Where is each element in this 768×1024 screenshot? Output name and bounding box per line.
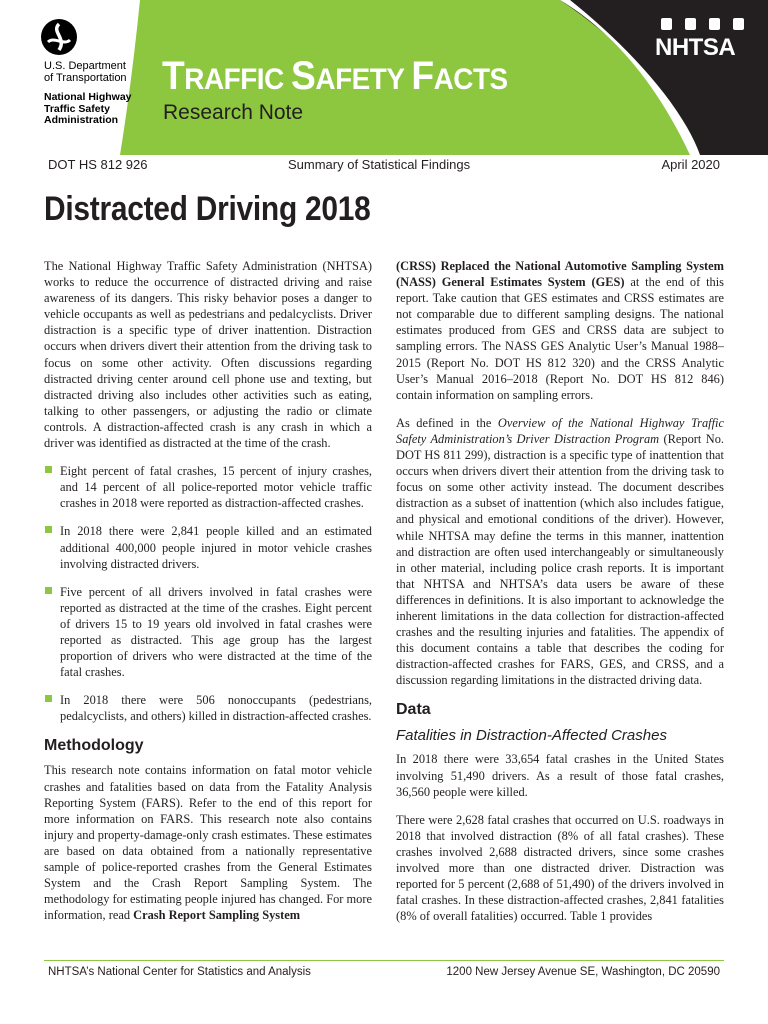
nhtsa-pictogram-icons [655, 18, 750, 34]
list-item: In 2018 there were 506 nonoccupants (pedestrians, pedalcyclists, and others) killed in distraction-affected crashes. [44, 692, 372, 724]
nhtsa-wordmark: NHTSA [655, 34, 736, 61]
series-subtitle: Research Note [163, 101, 304, 124]
fatalities-paragraph-2: There were 2,628 fatal crashes that occurred on U.S. roadways in 2018 that involved distraction (8% of all fatal crashes). These crashes involved 2,688 distracted drivers, since some crashes involved more than one distracted driver. Distraction was reported for 5 percent (2,688 of 51,490) of the drivers involved in fatal crashes. In these distraction-affected crashes, 2,841 fatalities (8% of overall fatalities) occurred. Table 1 provides [396, 812, 724, 924]
footer-center-name: NHTSA’s National Center for Statistics and Analysis [48, 966, 311, 978]
methodology-paragraph: This research note contains information on fatal motor vehicle crashes and fatalities based on data from the Fatality Analysis Reporting System (FARS). Refer to the end of this report for more information on FARS. This research note also contains injury and property-damage-only crash estimates. These estimates are based on data obtained from a nationally representative sample of police-reported crashes from the General Estimates System and the Crash Report Sampling System. The methodology for estimating people injured has changed. For more information, read Crash Report Sampling System [44, 763, 372, 923]
methodology-heading: Methodology [44, 737, 144, 755]
child-seat-icon [733, 18, 744, 30]
left-column [44, 258, 372, 935]
fatalities-subheading: Fatalities in Distraction-Affected Crashes [396, 727, 667, 745]
department-name: U.S. Department of Transportation [44, 60, 127, 84]
right-column [396, 258, 724, 936]
seat-icon [661, 18, 672, 30]
intro-paragraph: The National Highway Traffic Safety Administration (NHTSA) works to reduce the occurrence of distracted driving and raise awareness of its dangers. This risky behavior poses a danger to vehicle occupants as well as pedestrians and pedalcyclists. Driver distraction is a specific type of driver inattention. Distraction occurs when drivers divert their attention from the driving task to focus on some other activity. Often discussions regarding distracted driving center around cell phone use and texting, but distracted driving also includes other activities such as eating, talking to other passengers, or adjusting the radio or climate controls. A distraction-affected crash is any crash in which a driver was identified as distracted at the time of the crash. [44, 259, 372, 451]
publication-date: April 2020 [661, 157, 720, 172]
crss-paragraph: (CRSS) Replaced the National Automotive Sampling System (NASS) General Estimates System (GES) at the end of this report. Take caution that GES estimates and CRSS estimates are not comparable due to different sampling designs. The national estimates produced from GES and CRSS data are subject to sampling errors. The NASS GES Analytic User’s Manual 1988–2015 (Report No. DOT HS 812 320) and the CRSS Analytic User’s Manual 2016–2018 (Report No. DOT HS 812 846) contain information on sampling errors. [396, 259, 724, 402]
fatalities-paragraph-1: In 2018 there were 33,654 fatal crashes in the United States involving 51,490 drivers. As a result of those fatal crashes, 36,560 people were killed. [396, 752, 724, 799]
car-icon [709, 18, 720, 30]
document-number: DOT HS 812 926 [48, 157, 148, 172]
dot-logo-icon [40, 18, 78, 56]
agency-name: National Highway Traffic Safety Administration [44, 91, 132, 126]
definition-paragraph: As defined in the Overview of the National Highway Traffic Safety Administration’s Driver Distraction Program (Report No. DOT HS 811 299), distraction is a specific type of inattention that occurs when drivers divert their attention from the driving task to focus on some other activity instead. The document describes distraction as a subset of inattention (which also includes fatigue, and physical and emotional conditions of the driver). However, while NHTSA may define the terms in this manner, inattention and distraction are often used interchangeably or simultaneously in other material, including police crash reports. It is important that NHTSA and NHTSA’s data users be aware of these differences in definitions. It is also important to acknowledge the inherent limitations in the data collection for distraction-affected crashes and the resulting injuries and fatalities. The appendix of this document contains a table that describes the coding for distraction-affected crashes for FARS, GES, and CRSS, and a discussion regarding limitations in the distracted driving data. [396, 415, 725, 688]
document-type: Summary of Statistical Findings [288, 157, 471, 172]
series-title: TRAFFIC SAFETY FACTS [162, 54, 508, 98]
pedestrian-icon [685, 18, 696, 30]
footer-address: 1200 New Jersey Avenue SE, Washington, DC 20590 [446, 966, 720, 978]
list-item: In 2018 there were 2,841 people killed and an estimated additional 400,000 people injured in motor vehicle crashes involving distracted drivers. [44, 523, 372, 571]
list-item: Five percent of all drivers involved in fatal crashes were reported as distracted at the time of the crashes. Eight percent of drivers 15 to 19 years old involved in fatal crashes were reported as distracted. This age group has the largest proportion of drivers who were distracted at the time of the fatal crashes. [44, 584, 372, 681]
data-heading: Data [396, 701, 431, 719]
footer-divider [44, 960, 724, 961]
document-title: Distracted Driving 2018 [44, 190, 371, 228]
report-header [0, 0, 768, 155]
list-item: Eight percent of fatal crashes, 15 percent of injury crashes, and 14 percent of all police-reported motor vehicle traffic crashes in 2018 were reported as distraction-affected crashes. [44, 463, 372, 511]
nhtsa-logo [655, 18, 750, 68]
key-findings-list [44, 463, 372, 724]
